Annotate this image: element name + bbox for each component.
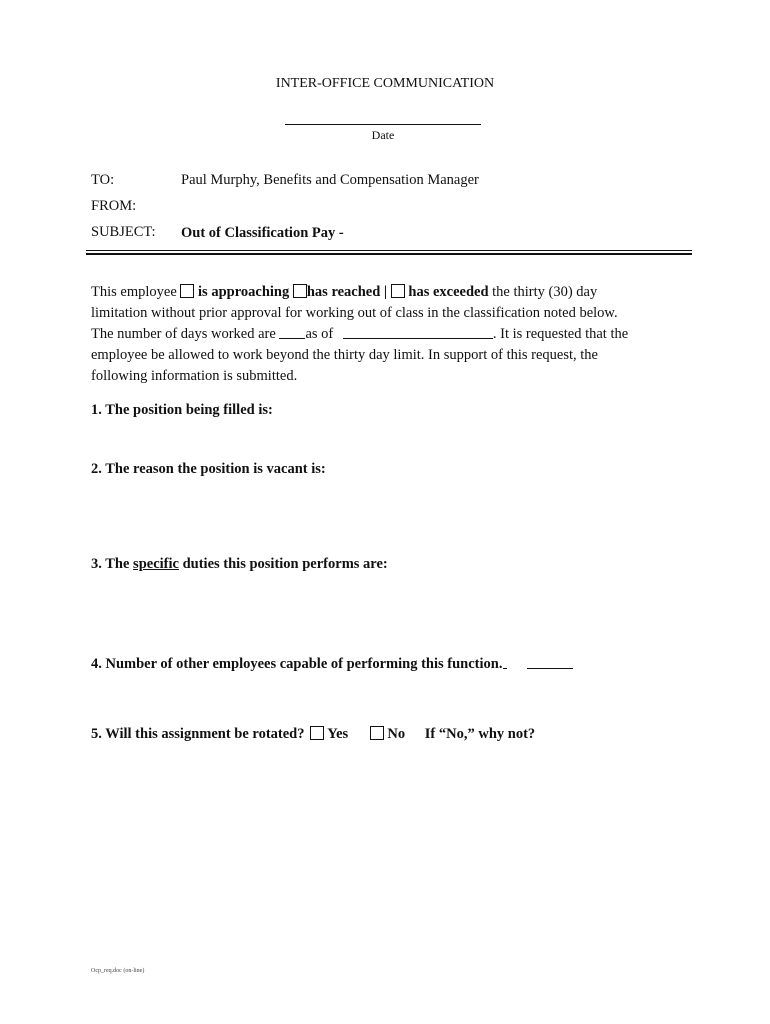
body-line1-prefix: This employee: [91, 284, 177, 300]
subject-value: Out of Classification Pay -: [181, 225, 344, 241]
date-field-line[interactable]: [285, 124, 481, 125]
option-reached-label: has reached |: [306, 284, 388, 300]
question-2: 2. The reason the position is vacant is:: [91, 461, 326, 477]
divider-rule-thick: [86, 253, 692, 255]
checkbox-approaching[interactable]: [180, 284, 194, 298]
body-line3-prefix: The number of days worked are: [91, 326, 276, 342]
to-value: Paul Murphy, Benefits and Compensation Manager: [181, 172, 479, 188]
footer-filename: Ocp_req.doc (on-line): [91, 968, 145, 974]
checkbox-yes[interactable]: [310, 726, 324, 740]
checkbox-reached[interactable]: [293, 284, 307, 298]
body-line-2: limitation without prior approval for working out of class in the classification noted below.: [91, 305, 618, 321]
subject-label: SUBJECT:: [91, 224, 156, 240]
date-label: Date: [371, 128, 395, 142]
body-line-3: [91, 326, 628, 343]
question-3: [91, 556, 388, 573]
why-not-label: If “No,” why not?: [424, 726, 536, 742]
question-3-emphasis: specific: [133, 556, 179, 572]
option-exceeded-label: has exceeded: [408, 284, 489, 300]
checkbox-exceeded[interactable]: [391, 284, 405, 298]
page-title: INTER-OFFICE COMMUNICATION: [275, 76, 495, 91]
body-line-5: following information is submitted.: [91, 368, 298, 384]
from-label: FROM:: [91, 198, 137, 214]
employee-count-field[interactable]: [527, 656, 573, 669]
days-worked-field[interactable]: [279, 326, 305, 339]
body-line-4: employee be allowed to work beyond the thirty day limit. In support of this request, the: [91, 347, 598, 363]
to-label: TO:: [91, 172, 115, 188]
question-1: 1. The position being filled is:: [91, 402, 273, 418]
question-3-prefix: 3. The: [91, 556, 130, 572]
as-of-label: as of: [305, 326, 334, 342]
yes-label: Yes: [327, 726, 349, 742]
divider-rule-thin: [86, 250, 692, 251]
body-line-1: [91, 284, 597, 301]
body-line3-suffix: . It is requested that the: [492, 326, 629, 342]
body-line1-suffix: the thirty (30) day: [492, 284, 598, 300]
question-5-text: 5. Will this assignment be rotated?: [91, 726, 305, 742]
question-3-suffix: duties this position performs are:: [182, 556, 388, 572]
checkbox-no[interactable]: [370, 726, 384, 740]
option-approaching-label: is approaching: [198, 284, 290, 300]
as-of-date-field[interactable]: [343, 326, 493, 339]
question-4-underline-tick: [503, 656, 507, 669]
question-4: [91, 656, 573, 673]
question-5: [91, 726, 535, 743]
no-label: No: [387, 726, 406, 742]
question-4-text: 4. Number of other employees capable of performing this function.: [91, 656, 503, 672]
